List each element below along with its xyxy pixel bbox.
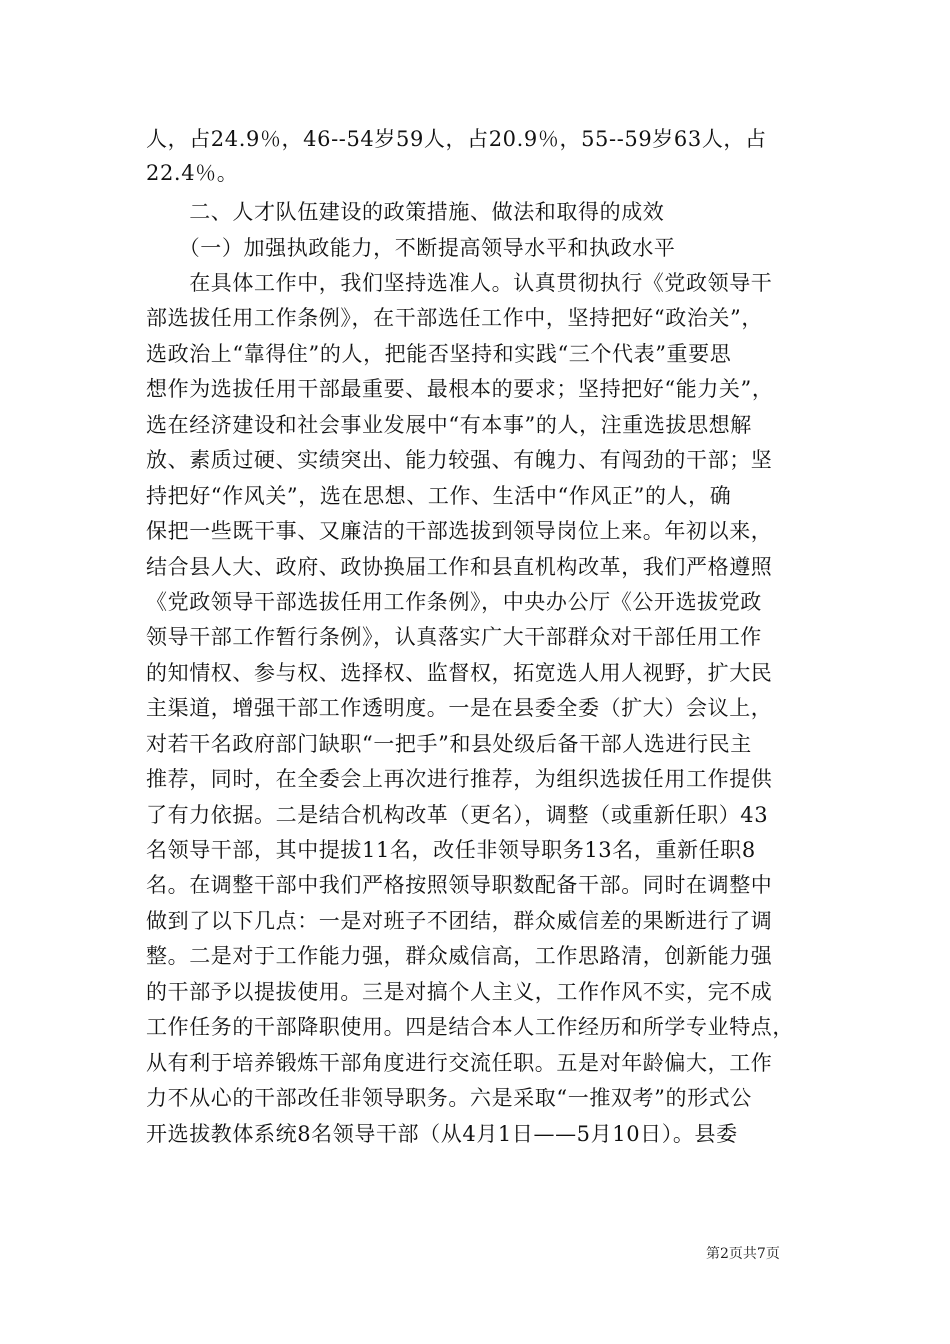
text-line: 22.4％。 [146,161,239,185]
text-line: 保把一些既干事、又廉洁的干部选拔到领导岗位上来。年初以来， [146,519,773,543]
section-heading: 二、人才队伍建设的政策措施、做法和取得的成效 [146,200,665,224]
text-line: 了有力依据。二是结合机构改革（更名），调整（或重新任职）43 [146,803,769,827]
text-line: 人，占24.9％，46--54岁59人，占20.9％，55--59岁63人，占 [146,127,767,151]
text-line: 名。在调整干部中我们严格按照领导职数配备干部。同时在调整中 [146,873,773,897]
text-line: 的知情权、参与权、选择权、监督权，拓宽选人用人视野，扩大民 [146,661,773,685]
text-line: 名领导干部，其中提拔11名，改任非领导职务13名，重新任职8 [146,838,756,862]
text-line: 选在经济建设和社会事业发展中“有本事”的人，注重选拔思想解 [146,413,752,437]
text-line: 放、素质过硬、实绩突出、能力较强、有魄力、有闯劲的干部；坚 [146,448,773,472]
text-line: 持把好“作风关”，选在思想、工作、生活中“作风正”的人，确 [146,484,732,508]
text-line: 主渠道，增强干部工作透明度。一是在县委全委（扩大）会议上， [146,696,773,720]
text-line: 对若干名政府部门缺职“一把手”和县处级后备干部人选进行民主 [146,732,752,756]
page-number: 第2页共7页 [706,1246,780,1262]
text-line: 整。二是对于工作能力强，群众威信高，工作思路清，创新能力强 [146,944,773,968]
text-line: 的干部予以提拔使用。三是对搞个人主义，工作作风不实，完不成 [146,980,773,1004]
text-line: 选政治上“靠得住”的人，把能否坚持和实践“三个代表”重要思 [146,342,732,366]
text-line: 领导干部工作暂行条例》，认真落实广大干部群众对干部任用工作 [146,625,762,649]
text-line: 想作为选拔任用干部最重要、最根本的要求；坚持把好“能力关”， [146,377,774,401]
text-line: 在具体工作中，我们坚持选准人。认真贯彻执行《党政领导干 [146,271,773,295]
text-line: 做到了以下几点：一是对班子不团结，群众威信差的果断进行了调 [146,909,773,933]
text-line: 开选拔教体系统8名领导干部（从4月1日——5月10日）。县委 [146,1122,738,1146]
text-line: 部选拔任用工作条例》，在干部选任工作中，坚持把好“政治关”， [146,306,763,330]
text-line: 推荐，同时，在全委会上再次进行推荐，为组织选拔任用工作提供 [146,767,773,791]
subsection-heading: （一）加强执政能力，不断提高领导水平和执政水平 [146,236,676,260]
text-line: 《党政领导干部选拔任用工作条例》，中央办公厅《公开选拔党政 [146,590,762,614]
text-line: 从有利于培养锻炼干部角度进行交流任职。五是对年龄偏大，工作 [146,1051,773,1075]
text-line: 结合县人大、政府、政协换届工作和县直机构改革，我们严格遵照 [146,555,773,579]
text-line: 力不从心的干部改任非领导职务。六是采取“一推双考”的形式公 [146,1086,752,1110]
text-line: 工作任务的干部降职使用。四是结合本人工作经历和所学专业特点， [146,1015,794,1039]
